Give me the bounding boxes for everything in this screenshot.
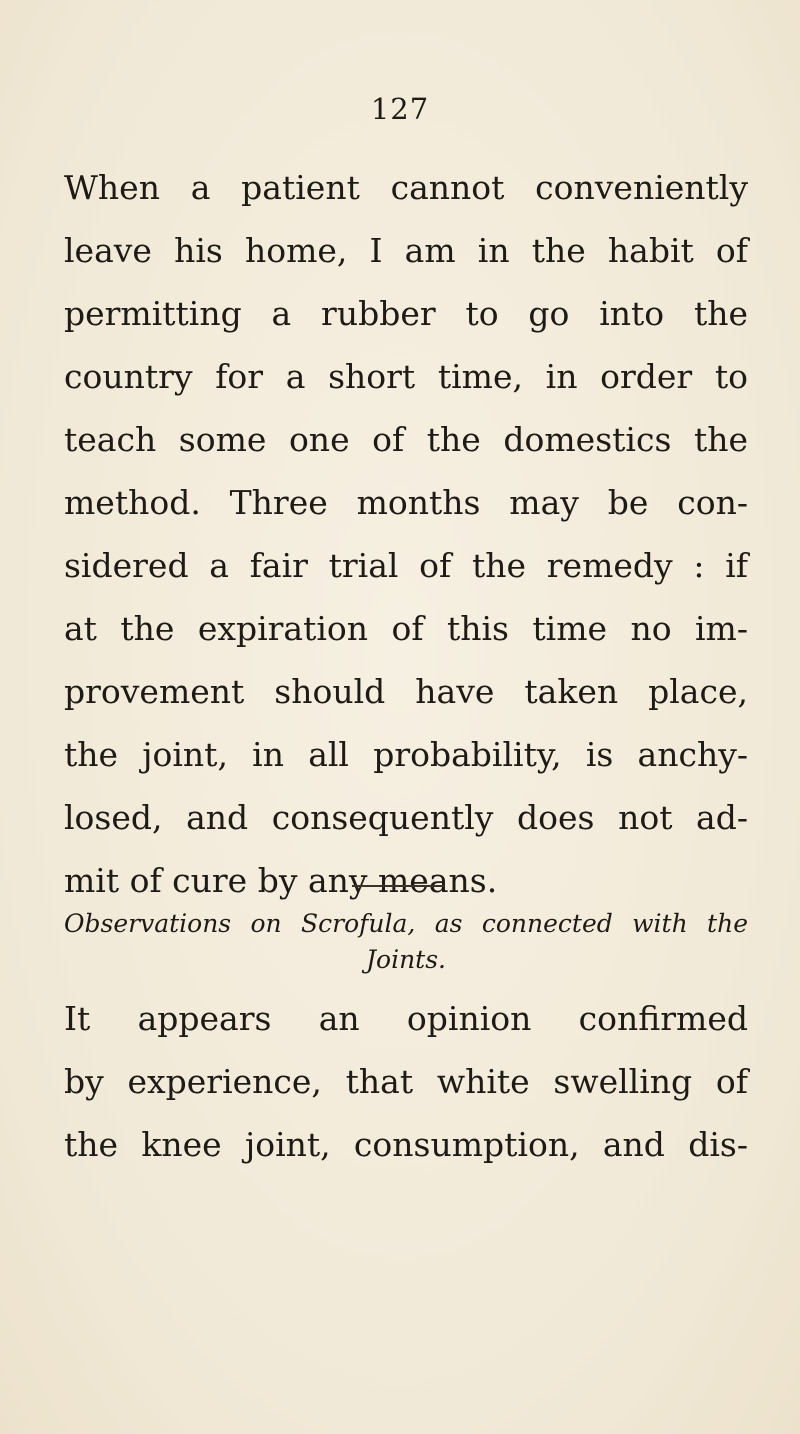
- section-divider: [352, 885, 444, 887]
- text-line: It appears an opinion confirmed: [64, 999, 748, 1038]
- text-line: leave his home, I am in the habit of: [64, 231, 748, 270]
- text-line: teach some one of the domestics the: [64, 420, 748, 459]
- text-line: by experience, that white swelling of: [64, 1062, 748, 1101]
- text-line: country for a short time, in order to: [64, 357, 748, 396]
- text-line: losed, and consequently does not ad-: [64, 798, 748, 837]
- heading-line: Observations on Scrofula, as connected with the: [64, 909, 748, 938]
- section-heading: [64, 906, 748, 978]
- paragraph-2: [64, 987, 748, 1176]
- paragraph-1: [64, 156, 748, 912]
- heading-line: Joints.: [366, 945, 446, 974]
- text-line: mit of cure by any means.: [64, 861, 498, 900]
- text-line: the joint, in all probability, is anchy-: [64, 735, 748, 774]
- text-line: sidered a fair trial of the remedy : if: [64, 546, 748, 585]
- text-line: When a patient cannot conveniently: [64, 168, 748, 207]
- text-line: permitting a rubber to go into the: [64, 294, 748, 333]
- text-line: method. Three months may be con-: [64, 483, 748, 522]
- text-line: provement should have taken place,: [64, 672, 748, 711]
- page-number: 127: [370, 92, 430, 126]
- text-line: the knee joint, consumption, and dis-: [64, 1125, 748, 1164]
- text-line: at the expiration of this time no im-: [64, 609, 748, 648]
